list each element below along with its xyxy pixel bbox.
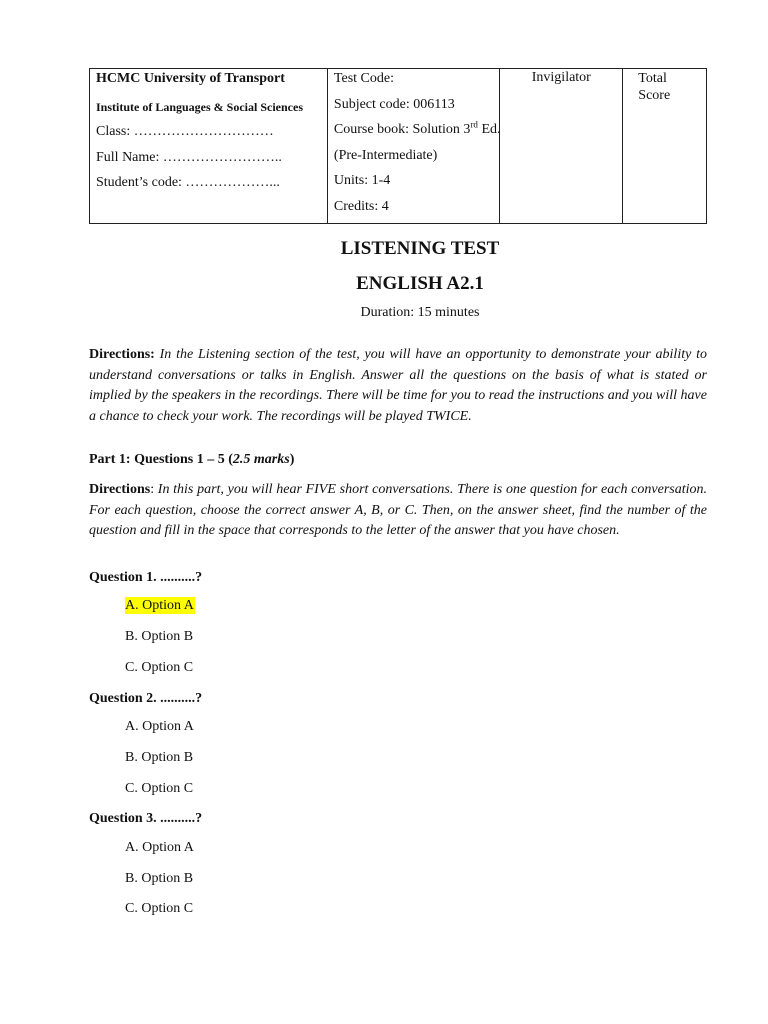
- total-score-label: [623, 69, 706, 104]
- question-3-title: Question 3. ..........?: [89, 811, 203, 826]
- total-score-line2: Score: [638, 88, 671, 103]
- page-title: LISTENING TEST: [340, 238, 500, 259]
- question-2-option-b[interactable]: B. Option B: [125, 750, 194, 765]
- question-1-option-a[interactable]: [125, 598, 195, 614]
- part1-directions-text: In this part, you will hear FIVE short conversations. There is one question for each conversation. For each question, choose the correct answer A, B, or C. Then, on the answer sheet, find the number of the question and fill in the space that corresponds to the letter of the answer that you have chosen.: [89, 482, 707, 538]
- part1-title-suffix: ): [289, 452, 295, 467]
- course-book-sup: rd: [470, 119, 478, 130]
- question-2-option-a[interactable]: A. Option A: [125, 719, 194, 734]
- part1-title-prefix: Part 1: Questions 1 – 5 (: [89, 452, 233, 467]
- highlighted-answer: A. Option A: [125, 598, 194, 613]
- question-3-option-a[interactable]: A. Option A: [125, 840, 194, 855]
- part1-title: [89, 452, 294, 468]
- question-3-option-c[interactable]: C. Option C: [125, 901, 194, 916]
- page-subtitle: ENGLISH A2.1: [356, 273, 484, 294]
- total-score-cell: [623, 69, 707, 224]
- invigilator-label: Invigilator: [531, 70, 591, 85]
- course-book: [328, 121, 499, 147]
- question-1-title: Question 1. ..........?: [89, 570, 203, 585]
- directions-label: Directions:: [89, 347, 155, 362]
- question-2-option-c[interactable]: C. Option C: [125, 781, 194, 796]
- part1-directions: [89, 480, 707, 542]
- course-book-prefix: Course book: Solution 3: [333, 122, 471, 137]
- total-score-line1: Total: [638, 71, 667, 86]
- header-table: [89, 68, 707, 224]
- invigilator-cell: [500, 69, 623, 224]
- part1-directions-colon: :: [150, 482, 155, 497]
- student-code-field: Student’s code: ………………...: [96, 175, 280, 190]
- question-1-option-b[interactable]: B. Option B: [125, 629, 194, 644]
- part1-directions-label: Directions: [89, 482, 151, 497]
- test-info-cell: [327, 69, 499, 224]
- question-1-option-c[interactable]: C. Option C: [125, 660, 194, 675]
- full-name-field: Full Name: ……………………..: [96, 149, 282, 165]
- level: (Pre-Intermediate): [333, 147, 438, 163]
- units: Units: 1-4: [333, 173, 391, 188]
- subject-code: Subject code: 006113: [333, 96, 455, 112]
- credits: Credits: 4: [333, 198, 389, 214]
- test-code: Test Code:: [333, 71, 394, 86]
- duration: Duration: 15 minutes: [360, 305, 480, 320]
- course-book-suffix: Ed.: [477, 122, 501, 137]
- class-field: Class: …………………………: [96, 124, 274, 139]
- directions-text: In the Listening section of the test, you will have an opportunity to demonstrate your ability to understand conversations or talks in English. Answer all the questions on the basis of what is stated or implied by the speakers in the recordings. There will be time for you to read the instructions and you will have a chance to check your work. The recordings will be played TWICE.: [89, 347, 707, 424]
- institute-name: Institute of Languages & Social Sciences: [96, 99, 303, 114]
- student-info-cell: [90, 69, 328, 224]
- part1-marks: 2.5 marks: [232, 452, 290, 467]
- question-2-title: Question 2. ..........?: [89, 691, 203, 706]
- question-3-option-b[interactable]: B. Option B: [125, 871, 194, 886]
- directions-paragraph: [89, 345, 707, 427]
- school-name: HCMC University of Transport: [96, 71, 285, 86]
